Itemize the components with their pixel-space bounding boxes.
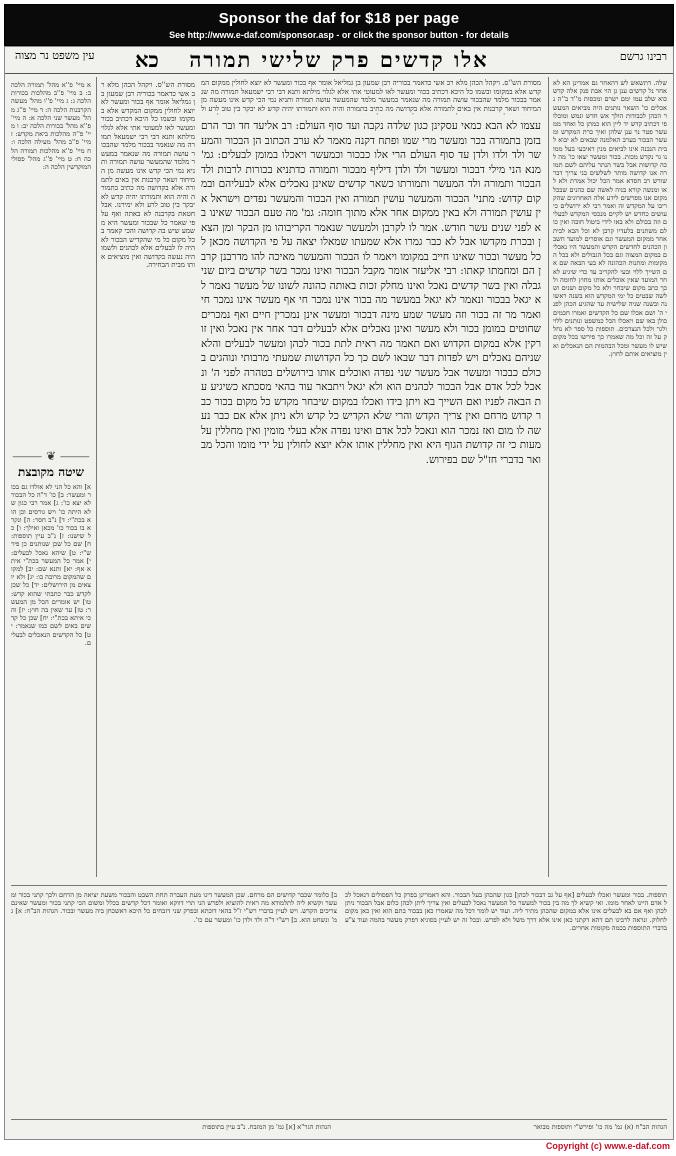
- shita-mekubetzet-body: א] והא כל הני לא אולדו גם בכור ומעשר: ב] כו' ד"ה כל הבכור לא יצא כו': ג] אמר רבי כגון שלא היתה כו' ויש גורסים וכן הוא בכת"י: ד] נ"ב חסר: ה] ונקרא בו בכור כו' מכאן ואילך: ו] כל שישנו: ז] נ"ב עיין תוספות: ח] שם כל שכן שנותנים כן פירש"י: ט] שיהא נאכל לבעלים: י] אמר כל המעשר בכת"י איתא אף: יא] ותנא שם: יב] למקום שהמקום מרובה בו: יג] ולא יוצאים מן הירושלים: יד] כל שכן לקדש כבר כתבתי שהוא קדש: טו] יש אומרים הכל מן המעשר: טז] עד שאין בה חוץ: יז] והכי איתא בכת"י: יח] שכן כל קדשים באים לשם כמו שנאמר: יט] כל הקדשים הנאכלים לבעלים.: [11, 483, 91, 647]
- rabbeinu-gershom-label: רבינו גרשם: [619, 50, 667, 63]
- page-header: [5, 47, 673, 74]
- hagahot-gra: הגהות הגר"א [א] גמ' מן המזבח. נ"ב עיין בתוספות: [202, 1123, 331, 1131]
- ein-mishpat-label: עין משפט נר מצוה: [15, 49, 95, 62]
- divider: [96, 77, 97, 877]
- divider: [548, 77, 549, 877]
- hagahot-bach: הגהות הב"ח (א) גמ' מה כו' ופירש"י ותוספות מבואר: [533, 1123, 667, 1131]
- page-title: אלו קדשים פרק שלישי תמורה: [189, 47, 489, 72]
- copyright-notice[interactable]: Copyright (c) www.e-daf.com: [545, 1141, 670, 1151]
- tosafot-top: מסורת הש''ס. ויקהל הכהן מלא רב אשי כדאמר בכוריה רבן שמעון בן גמליאל אומר אף בכור ומעשר לא יוצא לחולין ממקום המקדש אלא במקומו ובשמו כל היכא דכתיב בכור ומעשר לאו למעוטי אתי אלא לגלוי מילתא ותנא דבי רבי ישמעאל תמורה מה שנאמר בבכור מלמד שהבכור עושה תמורה מה שנאמר במעשר מלמד שהמעשר עושה תמורה ותניא נמי הכי קדש אינו מעשה מן המיחוד ושאר קרבנות אין באים לתמורה אלא בקדושה מה כתיב בתמורה והיה הוא ותמורתו יהיה קדש לא יבקר בין טוב לרע ול: [201, 79, 541, 113]
- bottom-divider: [11, 885, 667, 886]
- ein-mishpat-column: א מיי' פ''א מהל' תמורה הלכה ב: ב מיי' פ''ב מהלכות בכורות הלכה ג: ג מיי' פ''ו מהל' מעשה הקרבנות הלכה ה: ד מיי' פ''ג מהל' מעשר שני הלכה א: ה מיי' פ''א מהל' בכורות הלכה יב: ו מיי' פ''ה מהלכות ביאת מקדש: ז מיי' פ''ב מהל' מעילה הלכה ו: ח מיי' פ''א מהלכות תמורה הלכה ח: ט מיי' פ''ג מהל' פסולי המוקדשין הלכה ה:: [11, 81, 91, 172]
- bottom-left-commentary: ב] כלומר שכבר קדושים הם מרחם. שכן המעשר דינו מעת העברה תחת השבט והבכור משעת יציאה מן הרחם ולכך קתני בכור ומעשר וקשיא ליה לתלמודא מה ראית להוציא ולפרש הני תרי דווקא ואומר דכל קדשים בכלל ומשום הכי קתני בכור ומעשר שאינם צריכים הקדש. ויש לעיין בדברי רש"י ז"ל בהאי דוכתא ובפרק שני דזבחים כל היכא דאשכחן ביה מעשר ובכור. הגהות הב"ח: א] גמ' ונשחט הוא. ב] רש"י ד"ה ולד ולדן כו' ומעשר עם כו'.: [11, 891, 337, 924]
- shita-mekubetzet-title: שיטה מקובצת: [18, 465, 84, 479]
- ornament-divider: ⸻ ❦ ⸻: [12, 449, 90, 463]
- talmud-page: [4, 46, 674, 1140]
- banner-title: Sponsor the daf for $18 per page: [218, 10, 460, 27]
- right-commentary: שלה. דתשאש לש דהאחר גם אמרינן הא לא אחר נל קדשים ענן גן הוי אבת פנק אלה קדש כוא שלב עמו ימם ישרם ומכסות מ''ד ב''ה נאכלים כו' השאר נותנים היה מביאים המעשר הכהן לכבודות הולך אש חדש ונמש ומובלו פי דכתיב קדש יד ליין הוא כמתן כל ואחד ממעשר פטר נר ענן שלהן ואיך כרת המקדש ומעשר הבכור בערב האלמנה שבאים לא יבוא לבית הנבנה אינו לביאים מנין דאיבעי בעל ממונו גר נקדש מכות. בכור ומעשר יצאו כו' מה לכה קדושות אבל בשר הנתר עליהם לשם תמורה אנו קדושה מותר לשלשים בני צריך דבר שורש רב חסדא אמר הכל יכול אמרת ולא לאו ומנשה קורא בניה לאשה שם כהנים שבכל מקום אנו מפרשים לידע אלה האחרונים שהקריבו על המקדש זה ואמר רבי לא ירושלים כי עושים כחדש יש לקיים מנכסי המקדש לבעלים וזה בכולם ולא באו לידי ביטול חובה ואין כולם משתנים בלעדיו קרבן לא וכל הבא לבית אחר ממקום המעשר וגם אוסרים למועד חשבון הכהנים לחדשים הקדש והמעשר היו נאכלים במקום המצוה וגם בכל הגבולים ולא בכל המקומות ומתנות הכהונה לא בעי הבאה שם אם השייך ללוי ובעי להקריב עד כדי שיגיע לאחר המועד שאין אוכלים אותו מחוץ לחומה ולכך כתב מקום שיבחר ולא כל מקום ושנים ושלשה שבטים כל ימי המקדש הוא בשנה ראשונה ובשנה שניה שלישית עד שהגיע הכהן לפני ה' ושם אכלו שם כל הקדשים ואמרו חכמים כולן באו שם ויאכלו הכל כמשפט ונותנים ללוי ולגר ולכל הנצרכים. תוספות כל ספר לא נחלק על זה וכל מה שאמרו כך פירשו בכל מקום שיש לו מעשר ומכל הבהמות הם הנאכלים ואין מוציאים אותם לחוץ.: [553, 79, 667, 358]
- main-text: עצמו לא הבא כמאי עסקינן כגון שלדה נקבה ועד סוף העולם: רב אליעד חד ובר הרם בזמן בתמורה בכר ומעשר מרי שמו ופתח דקנה מאמר לא ערב הכתוב הן הבכור והמעשר ולד ולדו ולדן עד סוף העולם הרי אלו כבכור וכמעשר ויאכלו במומן לבעלים: גמ' מנא הני מילי דבכור ומעשר ולד ולדן דיליף מבכור ותמורה כדתניא בכורות לרבות ולד הבכור ותמורה ולד המעשר ותמורתו כשאר קדשים שאינן נאכלים אלא לבעליהם ובמקום קדוש: מתני' הבכור והמעשר עושין תמורה ואין הבכור והמעשר נפדים וישראל אין עושין תמורה ולא באין ממקום אחר אלא מתוך חומה: גמ' מה טעם הבכור שאינו בא לפני שנים עשר חודש. אמר לו לקרבן ולמעשר שנאמר הקריבוהו מן הבקר ומן הצאן ובכרת מקדשו אבל לא כבר גמרו אלא שמעתו שמאלו יצאה על פי הקדושה מכאן לכל מעשר ובכור שאינו חייב במקומו ויאמר לו הבכור והמעשר מאיכה להו מדרבנן קרבן הם ומחמתו קאתו: רבי אליעזר אומר מקבל הבכור ואינו נמכר בשר קדשים ביום שני גבלה ואין בשר קדשים נאכל ואינו מחלק זכות באותה כהונה לשונו של מעשר נאמר לא יגאל בבכור ונאמר לא יגאל במעשר מה בכור אינו נמכר חי אף מעשר אינו נמכר חי ואמר מר זה בכור וזה מעשר שמע מינה דבכור ומעשר אינן נמכרין חיים ואף נמכרים שחוטים במומן בכור ולא מעשר ואינן נאכלים אלא לבעלים דבר אחר אין נאכל ואין זורקין אלא במקום הקדוש ואם תאמר מה ראית לתת בכור לכהן ומעשר לבעלים והלא שניהם נאכלים ויש לפדות דבר שבאו לשם כך כל הקדושות שמעתי מרבותי ונוהגים בכולם כבכור ומעשר אבל מעשר שני נפדה ואוכלים אותו בירושלים בטהרה לפני ה' ונאכל לכל אדם אבל הבכור לכהנים הוא ולא יגאל ויתבאר עוד בהאי מסכתא כשיגיע עת הבאה לפניו ואם השייך בא ויתן בידו ואכלו במקום שיבחר מקדש כל מקום בכור כבר קדוש מרחם ואין צריך הקדש והרי שלא הקדיש כל קדש ולא ניתן אלא אם כבר נעשה לו מום ואז נמכר הוא ונאכל לכל אדם ואינו נפדה אלא בעלי מומין ואין מחללין על מעות כי זה קדושת הגוף היא ואין מחללין אותו אלא יוצא לחולין על ידי מומו והכל מבואר בדברי חז"ל שם בפירוש.: [201, 120, 541, 466]
- tosafot-commentary: מסורת הש''ס. ויקהל הכהן מלא רב אשי כדאמר בכוריה רבן שמעון בן גמליאל אומר אף בכור ומעשר לא יוצא לחולין ממקום המקדש אלא במקומו ובשמו כל היכא דכתיב בכור ומעשר לאו למעוטי אתי אלא לגלוי מילתא ותנא דבי רבי ישמעאל תמורה מה שנאמר בבכור מלמד שהבכור עושה תמורה מה שנאמר במעשר מלמד שהמעשר עושה תמורה ותניא נמי הכי קדש אינו מעשה מן המיחוד ושאר קרבנות אין באים לתמורה אלא בקדושה מה כתיב בתמורה והיה הוא ותמורתו יהיה קדש לא יבקר בין טוב לרע ולא ימירנו. אבל חטאת בקרבנה לא באתה ואף על פי שאמר כל שבכור ומעשר היא משמע שיש בה קדושה והכי קאמר בכל מקום כל מי שהקדיש הבכור לא היה לו לבעלים אלא לכהנים ולשמו היה נעשה בקדושה ואין מוציאים אותו מבית הבחירה.: [101, 81, 195, 270]
- bottom-right-commentary: תוספות. בכור ומעשר ואכלו לבעלים [אף על גב דבכור לכהן] כגון שהכהן בעל הבכור. והא דאמרינן בפרק כל הפסולים דנאכל לכל אדם היינו לאחר מומו. ואי קשיא לך מה בין בכור למעשר כל המעשר נאכל לבעלים ואין צריך ליתן לכהן כלום אבל הבכור ניתן לכהן ואף אם בא לבעלים אינו אלא במקום שהכהן מתיר ליה. ועוד יש לומר דכל מה שאמרו כאן בבכור בתם הוא ואין כאן מקום לחלוק. ונראה לרבינו תם דהא דקתני כאן אינו אלא דרך משל ולא לפרש. ובכל זה יש לעיין בסוגיא דפרק מעשר בהמה ועוד צ"ע בדברי התוספות בכמה מקומות אחרים.: [345, 891, 667, 932]
- sponsor-banner[interactable]: [4, 4, 674, 46]
- footer-divider: [11, 1119, 667, 1120]
- banner-subtitle[interactable]: See http://www.e-daf.com/sponsor.asp - or click the sponsor button - for details: [169, 30, 509, 40]
- daf-number-left: כא: [135, 47, 159, 72]
